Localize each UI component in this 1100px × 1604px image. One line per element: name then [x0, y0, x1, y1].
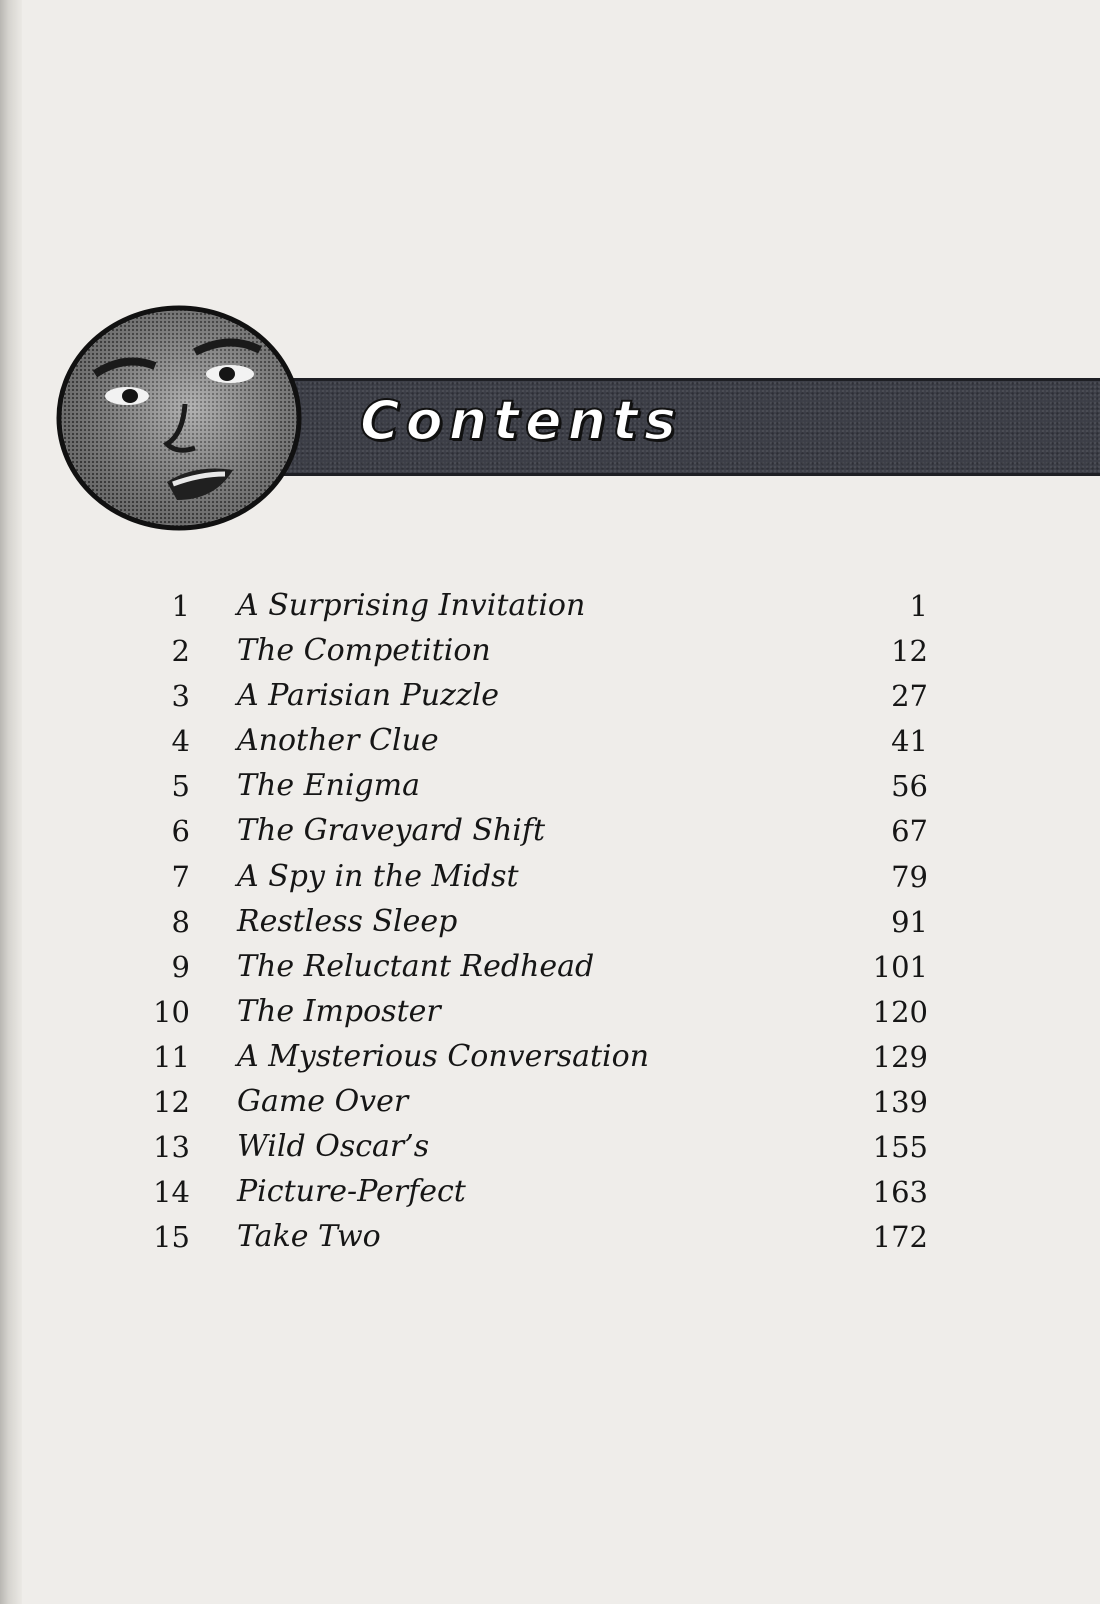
chapter-title: The Imposter: [237, 993, 441, 1029]
toc-entry: [0, 768, 1100, 813]
toc-entry: [0, 859, 1100, 904]
page-number: 120: [872, 994, 928, 1029]
chapter-title: The Enigma: [237, 768, 420, 804]
chapter-number: 15: [153, 1220, 190, 1255]
page-number: 129: [872, 1039, 928, 1074]
page-number: 91: [891, 904, 928, 939]
page-number: 163: [872, 1175, 928, 1210]
chapter-number: 4: [171, 724, 190, 759]
chapter-number: 12: [153, 1085, 190, 1120]
chapter-number: 3: [171, 679, 190, 714]
toc-entry: [0, 1084, 1100, 1129]
page-number: 155: [872, 1130, 928, 1165]
page-number: 79: [891, 859, 928, 894]
chapter-number: 2: [171, 634, 190, 669]
toc-entry: [0, 949, 1100, 994]
chapter-title: A Mysterious Conversation: [237, 1038, 650, 1074]
chapter-number: 11: [153, 1039, 190, 1074]
page-number: 56: [891, 769, 928, 804]
chapter-title: Another Clue: [237, 723, 439, 759]
chapter-title: A Spy in the Midst: [237, 858, 519, 894]
chapter-number: 10: [153, 994, 190, 1029]
chapter-title: Restless Sleep: [237, 903, 458, 939]
page-title: Contents: [360, 389, 683, 452]
toc-entry: [0, 1174, 1100, 1219]
toc-entry: [0, 1039, 1100, 1084]
page-number: 27: [891, 679, 928, 714]
chapter-title: A Surprising Invitation: [237, 588, 586, 623]
chapter-title: The Graveyard Shift: [237, 813, 546, 849]
toc-entry: [0, 678, 1100, 723]
page-number: 101: [872, 949, 928, 984]
toc-entry: [0, 633, 1100, 678]
chapter-title: Wild Oscar’s: [237, 1129, 430, 1165]
page-number: 41: [891, 724, 928, 759]
toc-entry: [0, 904, 1100, 949]
chapter-number: 14: [153, 1175, 190, 1210]
table-of-contents: [0, 588, 1100, 1264]
page-number: 67: [891, 814, 928, 849]
chapter-title: A Parisian Puzzle: [237, 678, 500, 714]
chapter-title: Game Over: [237, 1084, 409, 1120]
chapter-title: Picture-Perfect: [237, 1174, 466, 1210]
page-number: 1: [909, 589, 928, 623]
chapter-number: 13: [153, 1130, 190, 1165]
toc-entry: [0, 1129, 1100, 1174]
chapter-number: 8: [171, 904, 190, 939]
chapter-number: 5: [171, 769, 190, 804]
chapter-title: The Competition: [237, 633, 491, 669]
chapter-number: 1: [171, 589, 190, 623]
face-portrait-icon: [55, 304, 303, 532]
chapter-title: The Reluctant Redhead: [237, 948, 595, 984]
chapter-title: Take Two: [237, 1219, 381, 1255]
toc-entry: [0, 1219, 1100, 1264]
toc-entry: [0, 588, 1100, 633]
toc-entry: [0, 723, 1100, 768]
chapter-number: 6: [171, 814, 190, 849]
page-number: 12: [891, 634, 928, 669]
chapter-number: 7: [171, 859, 190, 894]
page-number: 172: [872, 1220, 928, 1255]
toc-entry: [0, 994, 1100, 1039]
chapter-number: 9: [171, 949, 190, 984]
toc-entry: [0, 813, 1100, 858]
page-number: 139: [872, 1085, 928, 1120]
